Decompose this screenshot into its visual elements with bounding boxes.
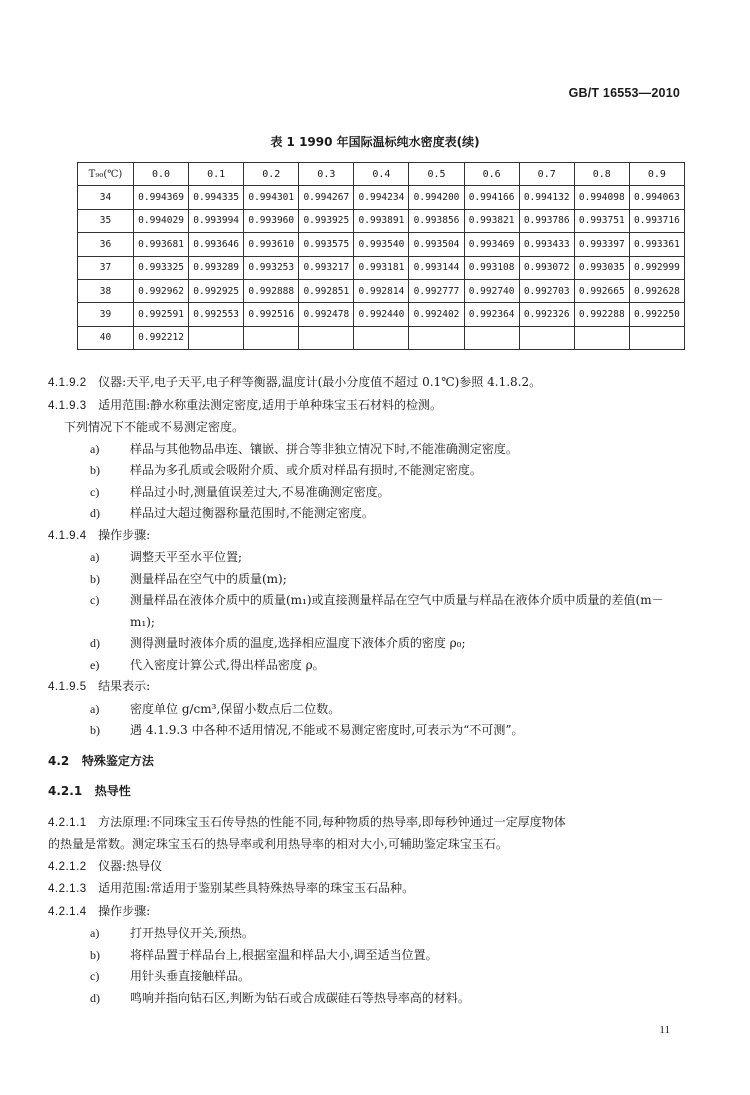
density-cell bbox=[244, 326, 299, 349]
density-cell: 0.992740 bbox=[464, 279, 519, 302]
list-4-1-9-3 bbox=[48, 439, 688, 525]
list-item bbox=[48, 460, 688, 482]
list-item-text: 样品为多孔质或会吸附介质、或介质对样品有损时,不能测定密度。 bbox=[130, 463, 482, 477]
list-item bbox=[48, 482, 688, 504]
density-table bbox=[77, 162, 685, 350]
list-item-label: b) bbox=[90, 723, 100, 737]
density-cell: 0.992212 bbox=[134, 326, 189, 349]
list-4-1-9-5 bbox=[48, 699, 688, 742]
density-cell: 0.992516 bbox=[244, 303, 299, 326]
density-cell: 0.993646 bbox=[189, 233, 244, 256]
list-item-label: a) bbox=[90, 441, 100, 456]
section-4-2-1-heading bbox=[48, 781, 688, 803]
table-body bbox=[78, 186, 685, 350]
density-cell: 0.992364 bbox=[464, 303, 519, 326]
density-cell: 0.993504 bbox=[409, 233, 464, 256]
column-header: 0.5 bbox=[409, 163, 464, 186]
clause-number: 4.2.1.4 bbox=[48, 905, 87, 918]
clause-text: 方法原理:不同珠宝玉石传导热的性能不同,每种物质的热导率,即每秒钟通过一定厚度物体 bbox=[98, 814, 566, 829]
list-item bbox=[48, 633, 688, 655]
density-cell: 0.992962 bbox=[134, 279, 189, 302]
density-cell: 0.993361 bbox=[629, 233, 684, 256]
density-cell: 0.994098 bbox=[574, 186, 629, 209]
column-header: 0.4 bbox=[354, 163, 409, 186]
list-4-1-9-4 bbox=[48, 547, 688, 676]
list-item-label: a) bbox=[90, 701, 100, 716]
list-item-text: 遇 4.1.9.3 中各种不适用情况,不能或不易测定密度时,可表示为“不可测”。 bbox=[130, 723, 524, 737]
density-cell: 0.993716 bbox=[629, 209, 684, 232]
list-item bbox=[48, 590, 688, 633]
temperature-column-header: T₉₀(℃) bbox=[78, 163, 134, 186]
table-row bbox=[78, 326, 685, 349]
density-cell: 0.993681 bbox=[134, 233, 189, 256]
table-row bbox=[78, 279, 685, 302]
clause-4-2-1-2 bbox=[48, 856, 688, 879]
section-number: 4.2.1 bbox=[48, 784, 83, 798]
list-item-label: d) bbox=[90, 990, 100, 1005]
density-cell: 0.992703 bbox=[519, 279, 574, 302]
list-item-text: 打开热导仪开关,预热。 bbox=[130, 926, 254, 940]
density-cell: 0.994369 bbox=[134, 186, 189, 209]
clause-text: 仪器:天平,电子天平,电子秤等衡器,温度计(最小分度值不超过 0.1℃)参照 4.1.8.2。 bbox=[98, 375, 542, 389]
density-cell: 0.993540 bbox=[354, 233, 409, 256]
list-item-text: 样品与其他物品串连、镶嵌、拼合等非独立情况下时,不能准确测定密度。 bbox=[130, 441, 518, 456]
column-header: 0.1 bbox=[189, 163, 244, 186]
density-cell: 0.993325 bbox=[134, 256, 189, 279]
density-cell: 0.993072 bbox=[519, 256, 574, 279]
table-row bbox=[78, 209, 685, 232]
density-cell: 0.992250 bbox=[629, 303, 684, 326]
list-item bbox=[48, 945, 688, 967]
table-caption: 表 1 1990 年国际温标纯水密度表(续) bbox=[270, 135, 480, 149]
table-header-row bbox=[78, 163, 685, 186]
list-item-label: e) bbox=[90, 657, 100, 672]
table-row bbox=[78, 303, 685, 326]
clause-text: 操作步骤: bbox=[98, 903, 151, 918]
list-item-text: 调整天平至水平位置; bbox=[130, 550, 243, 564]
density-cell: 0.994200 bbox=[409, 186, 464, 209]
list-item-label: c) bbox=[90, 969, 100, 983]
density-cell bbox=[629, 326, 684, 349]
list-item bbox=[48, 655, 688, 677]
density-cell: 0.994029 bbox=[134, 209, 189, 232]
density-cell: 0.992553 bbox=[189, 303, 244, 326]
clause-4-2-1-4 bbox=[48, 901, 688, 924]
list-item bbox=[48, 720, 688, 742]
clause-number: 4.2.1.1 bbox=[48, 816, 87, 829]
section-title: 特殊鉴定方法 bbox=[81, 753, 154, 768]
body-text bbox=[48, 372, 688, 1009]
density-cell: 0.993144 bbox=[409, 256, 464, 279]
clause-number: 4.1.9.3 bbox=[48, 399, 87, 412]
density-cell: 0.993856 bbox=[409, 209, 464, 232]
density-cell: 0.993786 bbox=[519, 209, 574, 232]
list-item-label: c) bbox=[90, 484, 100, 499]
density-cell: 0.994267 bbox=[299, 186, 354, 209]
clause-number: 4.1.9.2 bbox=[48, 377, 87, 389]
column-header: 0.3 bbox=[299, 163, 354, 186]
temperature-cell: 40 bbox=[78, 326, 134, 349]
clause-4-2-1-3 bbox=[48, 878, 688, 901]
density-cell: 0.993994 bbox=[189, 209, 244, 232]
list-item-label: b) bbox=[90, 463, 100, 477]
list-item bbox=[48, 569, 688, 591]
list-item bbox=[48, 988, 688, 1010]
density-cell: 0.992665 bbox=[574, 279, 629, 302]
table-row bbox=[78, 233, 685, 256]
temperature-cell: 39 bbox=[78, 303, 134, 326]
density-cell bbox=[354, 326, 409, 349]
density-cell: 0.994166 bbox=[464, 186, 519, 209]
density-cell: 0.993891 bbox=[354, 209, 409, 232]
section-number: 4.2 bbox=[48, 753, 70, 768]
list-item-label: c) bbox=[90, 593, 100, 607]
temperature-cell: 34 bbox=[78, 186, 134, 209]
density-cell: 0.992402 bbox=[409, 303, 464, 326]
clause-continuation: 的热量是常数。测定珠宝玉石的热导率或利用热导率的相对大小,可辅助鉴定珠宝玉石。 bbox=[48, 837, 508, 851]
density-cell: 0.992925 bbox=[189, 279, 244, 302]
density-cell: 0.994301 bbox=[244, 186, 299, 209]
list-item bbox=[48, 503, 688, 525]
density-cell: 0.992326 bbox=[519, 303, 574, 326]
density-cell bbox=[519, 326, 574, 349]
clause-4-1-9-5 bbox=[48, 676, 688, 699]
clause-4-1-9-4 bbox=[48, 525, 688, 548]
clause-number: 4.1.9.4 bbox=[48, 529, 87, 542]
density-cell: 0.992999 bbox=[629, 256, 684, 279]
density-cell: 0.992591 bbox=[134, 303, 189, 326]
list-item bbox=[48, 923, 688, 945]
clause-text: 操作步骤: bbox=[98, 527, 151, 542]
density-cell: 0.992777 bbox=[409, 279, 464, 302]
list-item bbox=[48, 547, 688, 569]
density-cell: 0.994335 bbox=[189, 186, 244, 209]
column-header: 0.2 bbox=[244, 163, 299, 186]
density-cell: 0.993397 bbox=[574, 233, 629, 256]
density-cell: 0.994063 bbox=[629, 186, 684, 209]
column-header: 0.0 bbox=[134, 163, 189, 186]
density-cell: 0.993181 bbox=[354, 256, 409, 279]
density-cell: 0.993253 bbox=[244, 256, 299, 279]
density-cell: 0.992478 bbox=[299, 303, 354, 326]
table-row bbox=[78, 256, 685, 279]
density-cell: 0.992628 bbox=[629, 279, 684, 302]
clause-intro: 下列情况下不能或不易测定密度。 bbox=[64, 420, 245, 434]
density-cell: 0.993035 bbox=[574, 256, 629, 279]
list-item-text: 鸣响并指向钻石区,判断为钻石或合成碳硅石等热导率高的材料。 bbox=[130, 990, 470, 1005]
clause-text: 结果表示: bbox=[98, 679, 151, 693]
list-item-label: a) bbox=[90, 550, 100, 564]
list-item bbox=[48, 966, 688, 988]
list-item-text: 用针头垂直接触样品。 bbox=[130, 969, 251, 983]
density-cell: 0.994132 bbox=[519, 186, 574, 209]
density-cell: 0.994234 bbox=[354, 186, 409, 209]
column-header: 0.9 bbox=[629, 163, 684, 186]
list-item-text: 测量样品在空气中的质量(m); bbox=[130, 571, 287, 586]
list-item-label: d) bbox=[90, 506, 100, 520]
density-cell: 0.993108 bbox=[464, 256, 519, 279]
list-item-label: a) bbox=[90, 926, 100, 940]
clause-number: 4.2.1.3 bbox=[48, 883, 87, 895]
list-item-label: d) bbox=[90, 636, 100, 650]
temperature-cell: 37 bbox=[78, 256, 134, 279]
density-cell: 0.993575 bbox=[299, 233, 354, 256]
temperature-cell: 35 bbox=[78, 209, 134, 232]
density-cell bbox=[574, 326, 629, 349]
section-4-2-heading bbox=[48, 751, 688, 773]
clause-number: 4.1.9.5 bbox=[48, 681, 87, 693]
density-cell: 0.993751 bbox=[574, 209, 629, 232]
clause-text: 适用范围:常适用于鉴别某些具特殊热导率的珠宝玉石品种。 bbox=[98, 881, 415, 895]
temperature-cell: 36 bbox=[78, 233, 134, 256]
column-header: 0.6 bbox=[464, 163, 519, 186]
section-title: 热导性 bbox=[94, 784, 131, 798]
density-cell: 0.992440 bbox=[354, 303, 409, 326]
clause-4-1-9-3 bbox=[48, 395, 688, 418]
density-cell bbox=[189, 326, 244, 349]
page-number: 11 bbox=[659, 1024, 670, 1036]
density-cell: 0.993821 bbox=[464, 209, 519, 232]
density-cell: 0.993217 bbox=[299, 256, 354, 279]
density-cell: 0.993433 bbox=[519, 233, 574, 256]
clause-text: 仪器:热导仪 bbox=[98, 858, 163, 873]
list-item-text: 样品过小时,测量值误差过大,不易准确测定密度。 bbox=[130, 484, 390, 499]
density-cell: 0.992851 bbox=[299, 279, 354, 302]
density-cell: 0.993960 bbox=[244, 209, 299, 232]
list-item bbox=[48, 699, 688, 721]
clause-4-2-1-1 bbox=[48, 812, 688, 835]
density-cell: 0.993289 bbox=[189, 256, 244, 279]
clause-text: 适用范围:静水称重法测定密度,适用于单种珠宝玉石材料的检测。 bbox=[98, 397, 442, 412]
list-item-text: 密度单位 g/cm³,保留小数点后二位数。 bbox=[130, 701, 341, 716]
density-cell: 0.993469 bbox=[464, 233, 519, 256]
density-cell: 0.992288 bbox=[574, 303, 629, 326]
density-cell: 0.992814 bbox=[354, 279, 409, 302]
temperature-cell: 38 bbox=[78, 279, 134, 302]
list-item-text: 样品过大超过衡器称量范围时,不能测定密度。 bbox=[130, 506, 374, 520]
density-cell bbox=[299, 326, 354, 349]
column-header: 0.7 bbox=[519, 163, 574, 186]
clause-4-1-9-2 bbox=[48, 372, 688, 395]
list-item-text: 将样品置于样品台上,根据室温和样品大小,调至适当位置。 bbox=[130, 947, 438, 962]
density-cell: 0.992888 bbox=[244, 279, 299, 302]
list-item-label: b) bbox=[90, 571, 100, 586]
list-item-label: b) bbox=[90, 947, 100, 962]
column-header: 0.8 bbox=[574, 163, 629, 186]
list-4-2-1-4 bbox=[48, 923, 688, 1009]
list-item-text: 测量样品在液体介质中的质量(m₁)或直接测量样品在空气中质量与样品在液体介质中质量的差值(m－m₁); bbox=[130, 593, 664, 629]
standard-code: GB/T 16553—2010 bbox=[568, 86, 680, 100]
density-cell: 0.993925 bbox=[299, 209, 354, 232]
table-row bbox=[78, 186, 685, 209]
clause-number: 4.2.1.2 bbox=[48, 860, 87, 873]
density-cell: 0.993610 bbox=[244, 233, 299, 256]
list-item-text: 代入密度计算公式,得出样品密度 ρ。 bbox=[130, 657, 325, 672]
list-item-text: 测得测量时液体介质的温度,选择相应温度下液体介质的密度 ρ₀; bbox=[130, 636, 466, 650]
list-item bbox=[48, 439, 688, 461]
density-cell bbox=[464, 326, 519, 349]
density-cell bbox=[409, 326, 464, 349]
